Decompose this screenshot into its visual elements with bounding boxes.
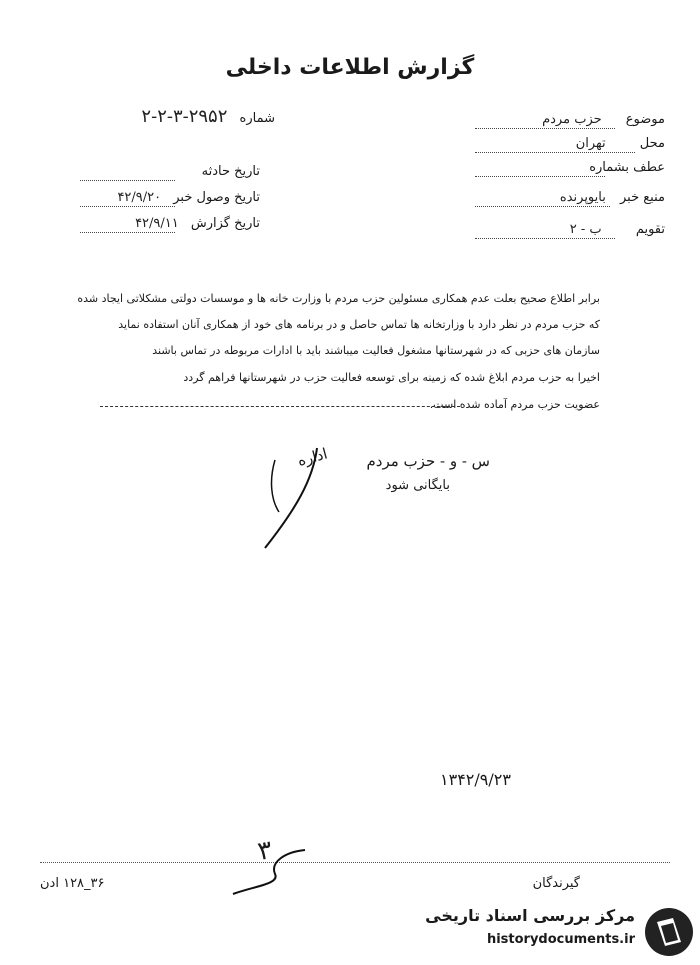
field-evaluation-label: تقویم	[635, 222, 665, 237]
field-number	[80, 106, 275, 127]
date-stamp: ۱۳۴۲/۹/۲۳	[440, 770, 511, 789]
field-incident-date	[80, 164, 260, 179]
margin-note: اداره	[295, 444, 330, 470]
body-line: اخیرا به حزب مردم ابلاغ شده که زمینه برای توسعه فعالیت حزب در شهرستانها فراهم گردد	[183, 371, 600, 384]
field-location	[460, 136, 665, 151]
field-subject	[460, 112, 665, 127]
field-source-value: بایوپرنده	[559, 190, 606, 205]
field-subject-label: موضوع	[625, 112, 665, 127]
page-mark: ۳	[255, 835, 275, 867]
field-location-label: محل	[639, 136, 665, 151]
field-receipt-date-value: ۴۲/۹/۲۰	[117, 190, 162, 205]
body-line: عضویت حزب مردم آماده شده است.	[429, 398, 600, 411]
field-source-label: منبع خبر	[620, 190, 665, 205]
field-number-label: شماره	[239, 111, 275, 126]
watermark	[410, 904, 695, 960]
field-incident-date-label: تاریخ حادثه	[201, 164, 260, 179]
body-line: که حزب مردم در نظر دارد با وزارتخانه ها تماس حاصل و در برنامه های خود از همکاری آنان استفاده نماید	[118, 318, 600, 331]
field-receipt-date-label: تاریخ وصول خبر	[173, 190, 260, 205]
field-report-date	[80, 216, 260, 231]
body-line: سازمان های حزبی که در شهرستانها مشغول فعالیت میباشند باید با ادارات مربوطه در تماس باشند	[152, 344, 600, 357]
field-source	[460, 190, 665, 205]
annotation-line-2: بایگانی شود	[385, 478, 450, 493]
footer-divider	[40, 862, 670, 863]
body-line: برابر اطلاع صحیح بعلت عدم همکاری مسئولین حزب مردم با وزارت خانه ها و موسسات دولتی مشکلاتی ایجاد شده	[77, 292, 600, 305]
signature-stroke	[255, 440, 325, 560]
field-evaluation	[460, 222, 665, 237]
field-ref-number	[460, 160, 665, 175]
field-number-value: ۲۹۵۲-۳-۲-۲	[141, 106, 228, 127]
page-mark-stroke	[225, 840, 315, 900]
recipients-label: گیرندگان	[532, 876, 580, 891]
watermark-url: historydocuments.ir	[486, 932, 635, 947]
field-receipt-date	[80, 190, 260, 205]
body-line-filler	[100, 406, 460, 407]
field-report-date-label: تاریخ گزارش	[190, 216, 260, 231]
watermark-org: مرکز بررسی اسناد تاریخی	[425, 906, 635, 925]
logo-icon	[643, 906, 695, 958]
field-evaluation-value: ب - ۲	[569, 222, 602, 237]
field-location-value: تهران	[575, 136, 606, 151]
file-code: ۳۶_۱۲۸ ادن	[40, 876, 105, 891]
annotation-line-1: س - و - حزب مردم	[366, 452, 490, 470]
field-report-date-value: ۴۲/۹/۱۱	[135, 216, 179, 231]
document-title: گزارش اطلاعات داخلی	[225, 55, 475, 80]
field-ref-number-label: عطف بشماره	[589, 160, 665, 175]
field-subject-value: حزب مردم	[542, 112, 602, 127]
